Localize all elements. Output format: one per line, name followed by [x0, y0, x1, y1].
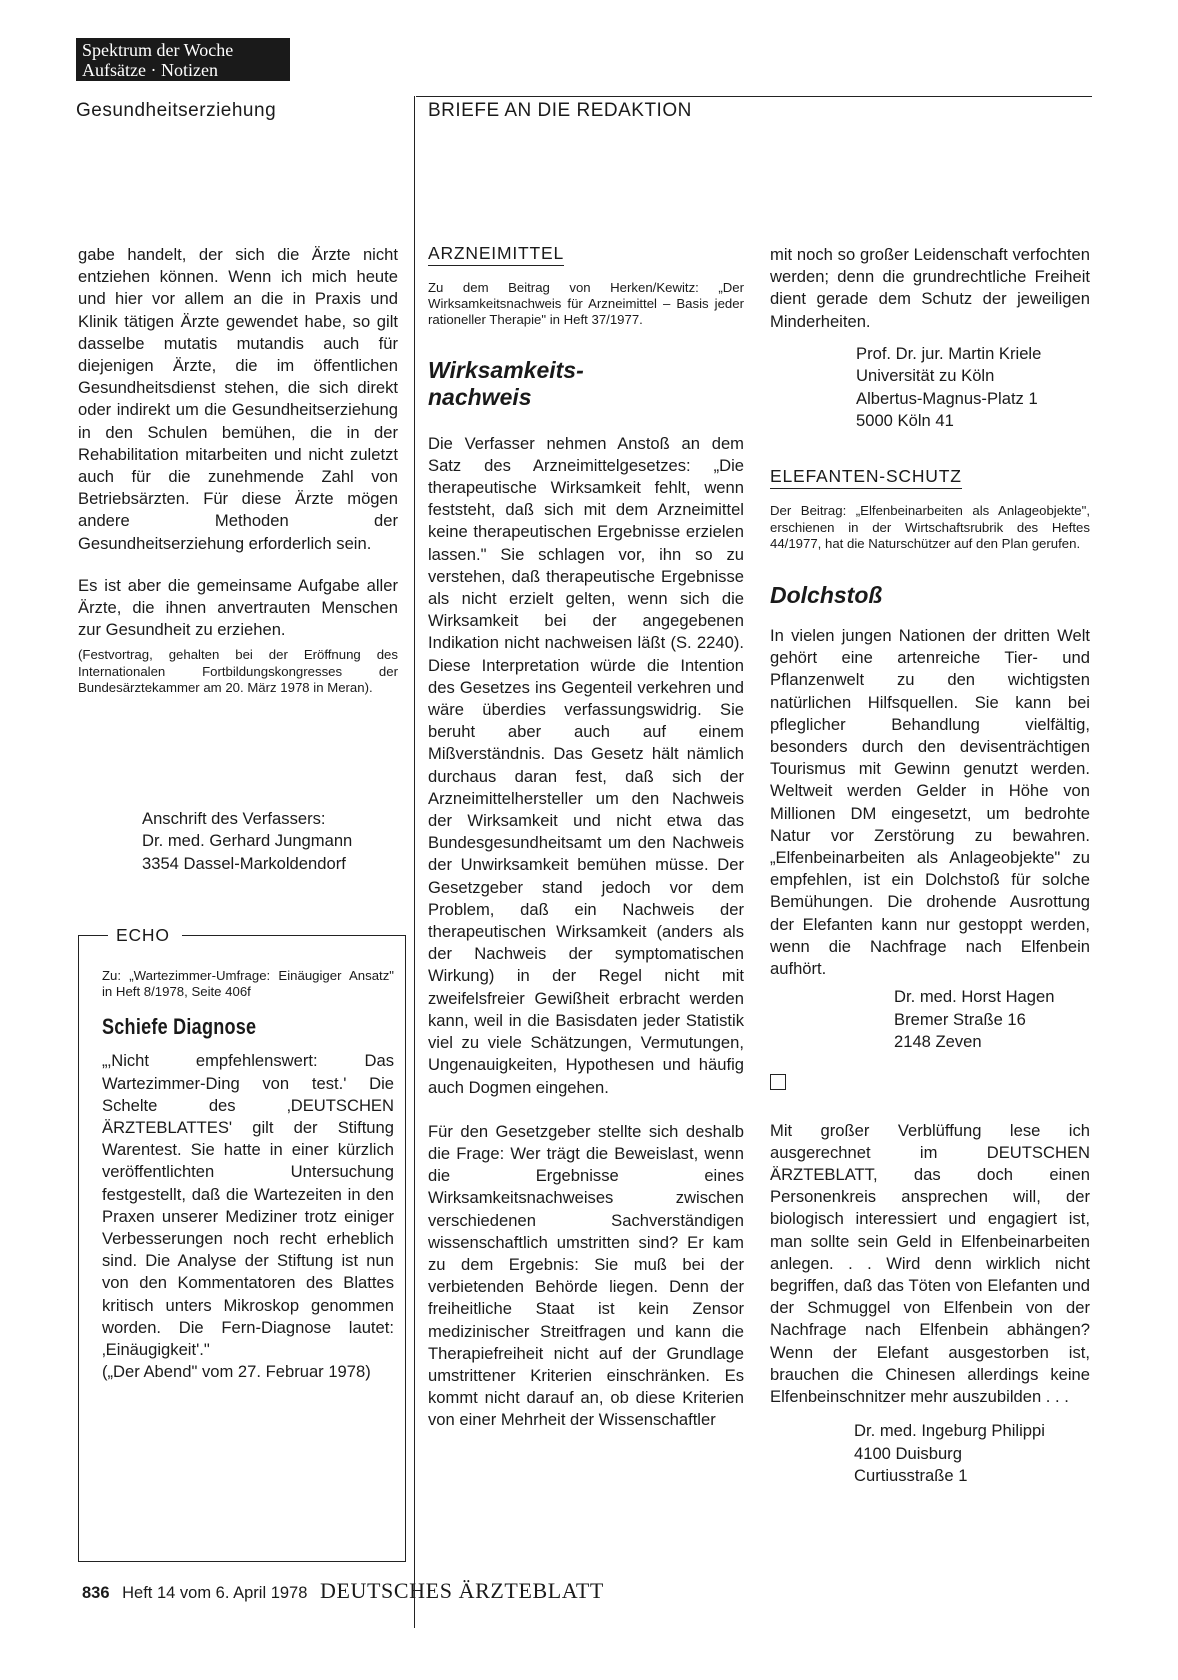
top-rule: [416, 96, 1092, 97]
letter-title: [428, 357, 744, 411]
kicker-arzneimittel: ARZNEIMITTEL: [428, 243, 564, 266]
signature-line: 2148 Zeven: [894, 1032, 982, 1052]
paragraph: Es ist aber die gemeinsame Aufgabe aller Ärzte, die ihnen anvertrauten Menschen zur Gesundheit zu erziehen.: [78, 575, 398, 640]
issue-info: Heft 14 vom 6. April 1978: [122, 1584, 308, 1602]
echo-box-top-rule: [182, 935, 406, 936]
signature-line: Dr. med. Ingeburg Philippi: [854, 1421, 1045, 1441]
paragraph: gabe handelt, der sich die Ärzte nicht entziehen können. Wenn ich mich heute und hier vor allem an die in Praxis und Klinik tätigen Ärzte gewendet habe, so gilt dasselbe mutatis mutandis auch für diejenigen Ärzte, die im öffentlichen Gesundheitsdienst stehen, die sich direkt oder indirekt um die Gesundheitserziehung in den Schulen bemühen, die in der Rehabilitation mitarbeiten und nicht zuletzt auch für die zunehmende Zahl von Betriebsärzten. Für diese Ärzte mögen andere Methoden der Gesundheitserziehung erforderlich sein.: [78, 245, 398, 553]
signature-line: Albertus-Magnus-Platz 1: [856, 388, 1038, 408]
echo-body: „‚Nicht empfehlenswert: Das Wartezimmer-Ding von test.' Die Schelte des ‚DEUTSCHEN ÄRZTEBLATTES' gilt der Stiftung Warentest. Sie hatte in einer kürzlich veröffentlichten Untersuchung festgestellt, daß die Wartezeiten in den Praxen unserer Mediziner trotz einiger Verbesserungen noch recht erheblich sind. Die Analyse der Stiftung ist nun von den Kommentatoren des Blattes kritisch unters Mikroskop genommen worden. Die Fern-Diagnose lautet: ‚Einäugigkeit'.": [102, 1051, 394, 1360]
letter-body: [428, 433, 744, 1432]
paragraph: Mit großer Verblüffung lese ich ausgerechnet im DEUTSCHEN ÄRZTEBLATT, das doch einen Personenkreis ansprechen will, der biologisch interessiert und engagiert ist, man sollte sein Geld in Elfenbeinarbeiten anlegen. . . Wird denn wirklich nicht begriffen, daß das Töten von Elefanten und der Schmuggel von Elfenbein von der Nachfrage nach Elfenbein abhängen? Wenn der Elefant ausgestorben ist, brauchen die Chinesen allerdings keine Elfenbeinschnitzer mehr auszubilden . . .: [770, 1120, 1090, 1406]
title-line: nachweis: [428, 383, 532, 410]
masthead-line-1: Spektrum der Woche: [82, 40, 234, 60]
signature-line: 5000 Köln 41: [856, 411, 954, 431]
paragraph: Die Verfasser nehmen Anstoß an dem Satz des Arzneimittelgesetzes: „Die therapeutische Wirksamkeit fehlt, wenn feststeht, daß sich mit dem Arzneimittel keine therapeutischen Ergebnisse erzielen lassen." Sie schlagen vor, ihn so zu verstehen, daß therapeutische Ergebnisse als nicht erzielt gelten, wenn sich die Wirksamkeit bei der angegebenen Indikation nicht nachweisen läßt (S. 2240). Diese Interpretation würde die Intention des Gesetzes ins Gegenteil verkehren und wäre überdies verfassungswidrig. Sie beruht aber auch auf einem Mißverständnis. Das Gesetz hält nämlich durchaus daran fest, daß sich der Arzneimittelhersteller um den Nachweis der Wirksamkeit und nicht etwa das Bundesgesundheitsamt um den Nachweis der Unwirksamkeit bemühen müsse. Der Gesetzgeber stand jedoch vor dem Problem, daß ein Nachweis der therapeutischen Wirksamkeit (anders als der Nachweis der symptomatischen Wirkung) in der Regel nicht mit zweifelsfreier Gewißheit erbracht werden kann, weil in die Basisdaten jeder Statistik viel zu viele Schätzungen, Vermutungen, Ungenauigkeiten, Hypothesen und häufig auch Dogmen eingehen.: [428, 433, 744, 1097]
paragraph: In vielen jungen Nationen der dritten Welt gehört eine artenreiche Tier- und Pflanzenwelt zu den wichtigsten natürlichen Hilfsquellen. Sie kann bei pfleglicher Behandlung vielfältig, besonders durch den devisenträchtigen Tourismus mit Gewinn genutzt werden. Weltweit werden Gelder in Höhe von Millionen DM eingesetzt, um bedrohte Natur vor Zerstörung zu bewahren. „Elfenbeinarbeiten als Anlageobjekte" zu empfehlen, ist ein Dolchstoß für solche Bemühungen. Die drohende Ausrottung der Elefanten kann nur gestoppt werden, wenn die Nachfrage nach Elfenbein aufhört.: [770, 626, 1090, 979]
signature-philippi: [854, 1420, 1090, 1487]
signature-line: Universität zu Köln: [856, 366, 995, 386]
right-section-label: BRIEFE AN DIE REDAKTION: [428, 100, 692, 121]
signature-line: Dr. med. Horst Hagen: [894, 987, 1055, 1007]
echo-label: ECHO: [112, 925, 174, 946]
footnote: (Festvortrag, gehalten bei der Eröffnung des Internationalen Fortbildungskongresses der Bundesärztekammer am 20. März 1978 in Meran).: [78, 647, 398, 695]
page-number: 836: [82, 1584, 110, 1602]
left-section-label: Gesundheitserziehung: [76, 100, 277, 121]
echo-source: („Der Abend" vom 27. Februar 1978): [102, 1362, 371, 1382]
article-column-1: [78, 244, 398, 696]
signature-line: Prof. Dr. jur. Martin Kriele: [856, 343, 1042, 363]
letter-reference: Der Beitrag: „Elfenbeinarbeiten als Anlageobjekte", erschienen in der Wirtschaftsrubrik des Heftes 44/1977, hat die Naturschützer auf den Plan gerufen.: [770, 503, 1090, 551]
echo-title: Schiefe Diagnose: [102, 1014, 257, 1040]
signature-line: 4100 Duisburg: [854, 1443, 962, 1463]
masthead-line-2: Aufsätze · Notizen: [82, 60, 218, 80]
page-footer: [82, 1578, 604, 1604]
address-line: Anschrift des Verfassers:: [142, 809, 326, 828]
title-line: Wirksamkeits-: [428, 356, 584, 383]
article-column-3: [770, 244, 1090, 1487]
echo-content: [102, 968, 394, 1383]
paragraph: mit noch so großer Leidenschaft verfochten werden; denn die grundrechtliche Freiheit dient gerade dem Schutz der jeweiligen Minderheiten.: [770, 245, 1090, 331]
signature-line: Bremer Straße 16: [894, 1009, 1026, 1029]
signature-kriele: [856, 343, 1090, 433]
letter-title: Dolchstoß: [770, 582, 883, 609]
address-line: 3354 Dassel-Markoldendorf: [142, 853, 346, 873]
echo-box-top-rule: [78, 935, 108, 936]
signature-hagen: [894, 986, 1090, 1053]
publication-name: DEUTSCHES ÄRZTEBLATT: [320, 1578, 604, 1603]
column-divider: [414, 96, 415, 1628]
article-column-2: [428, 243, 744, 1432]
author-address: [142, 808, 404, 875]
echo-title-wrap: [102, 1014, 394, 1044]
section-separator-square: [770, 1074, 786, 1090]
echo-reference: Zu: „Wartezimmer-Umfrage: Einäugiger Ansatz" in Heft 8/1978, Seite 406f: [102, 968, 394, 1000]
kicker-elefanten-schutz: ELEFANTEN-SCHUTZ: [770, 466, 962, 489]
address-line: Dr. med. Gerhard Jungmann: [142, 831, 353, 851]
masthead: [76, 38, 290, 81]
paragraph: Für den Gesetzgeber stellte sich deshalb die Frage: Wer trägt die Beweislast, wenn die Ergebnisse eines Wirksamkeitsnachweises zwischen verschiedenen Sachverständigen wissenschaftlich umstritten sind? Er kam zu dem Ergebnis: Sie muß bei der verbietenden Behörde liegen. Denn der freiheitliche Staat ist kein Zensor medizinischer Streitfragen und kann die Therapiefreiheit nicht auf der Grundlage umstrittener Kriterien einschränken. Es kommt nicht darauf an, ob diese Kriterien von einer Mehrheit der Wissenschaftler: [428, 1121, 744, 1430]
letter-reference: Zu dem Beitrag von Herken/Kewitz: „Der Wirksamkeitsnachweis für Arzneimittel – Basis jeder rationeller Therapie" in Heft 37/1977.: [428, 280, 744, 328]
signature-line: Curtiusstraße 1: [854, 1465, 968, 1485]
